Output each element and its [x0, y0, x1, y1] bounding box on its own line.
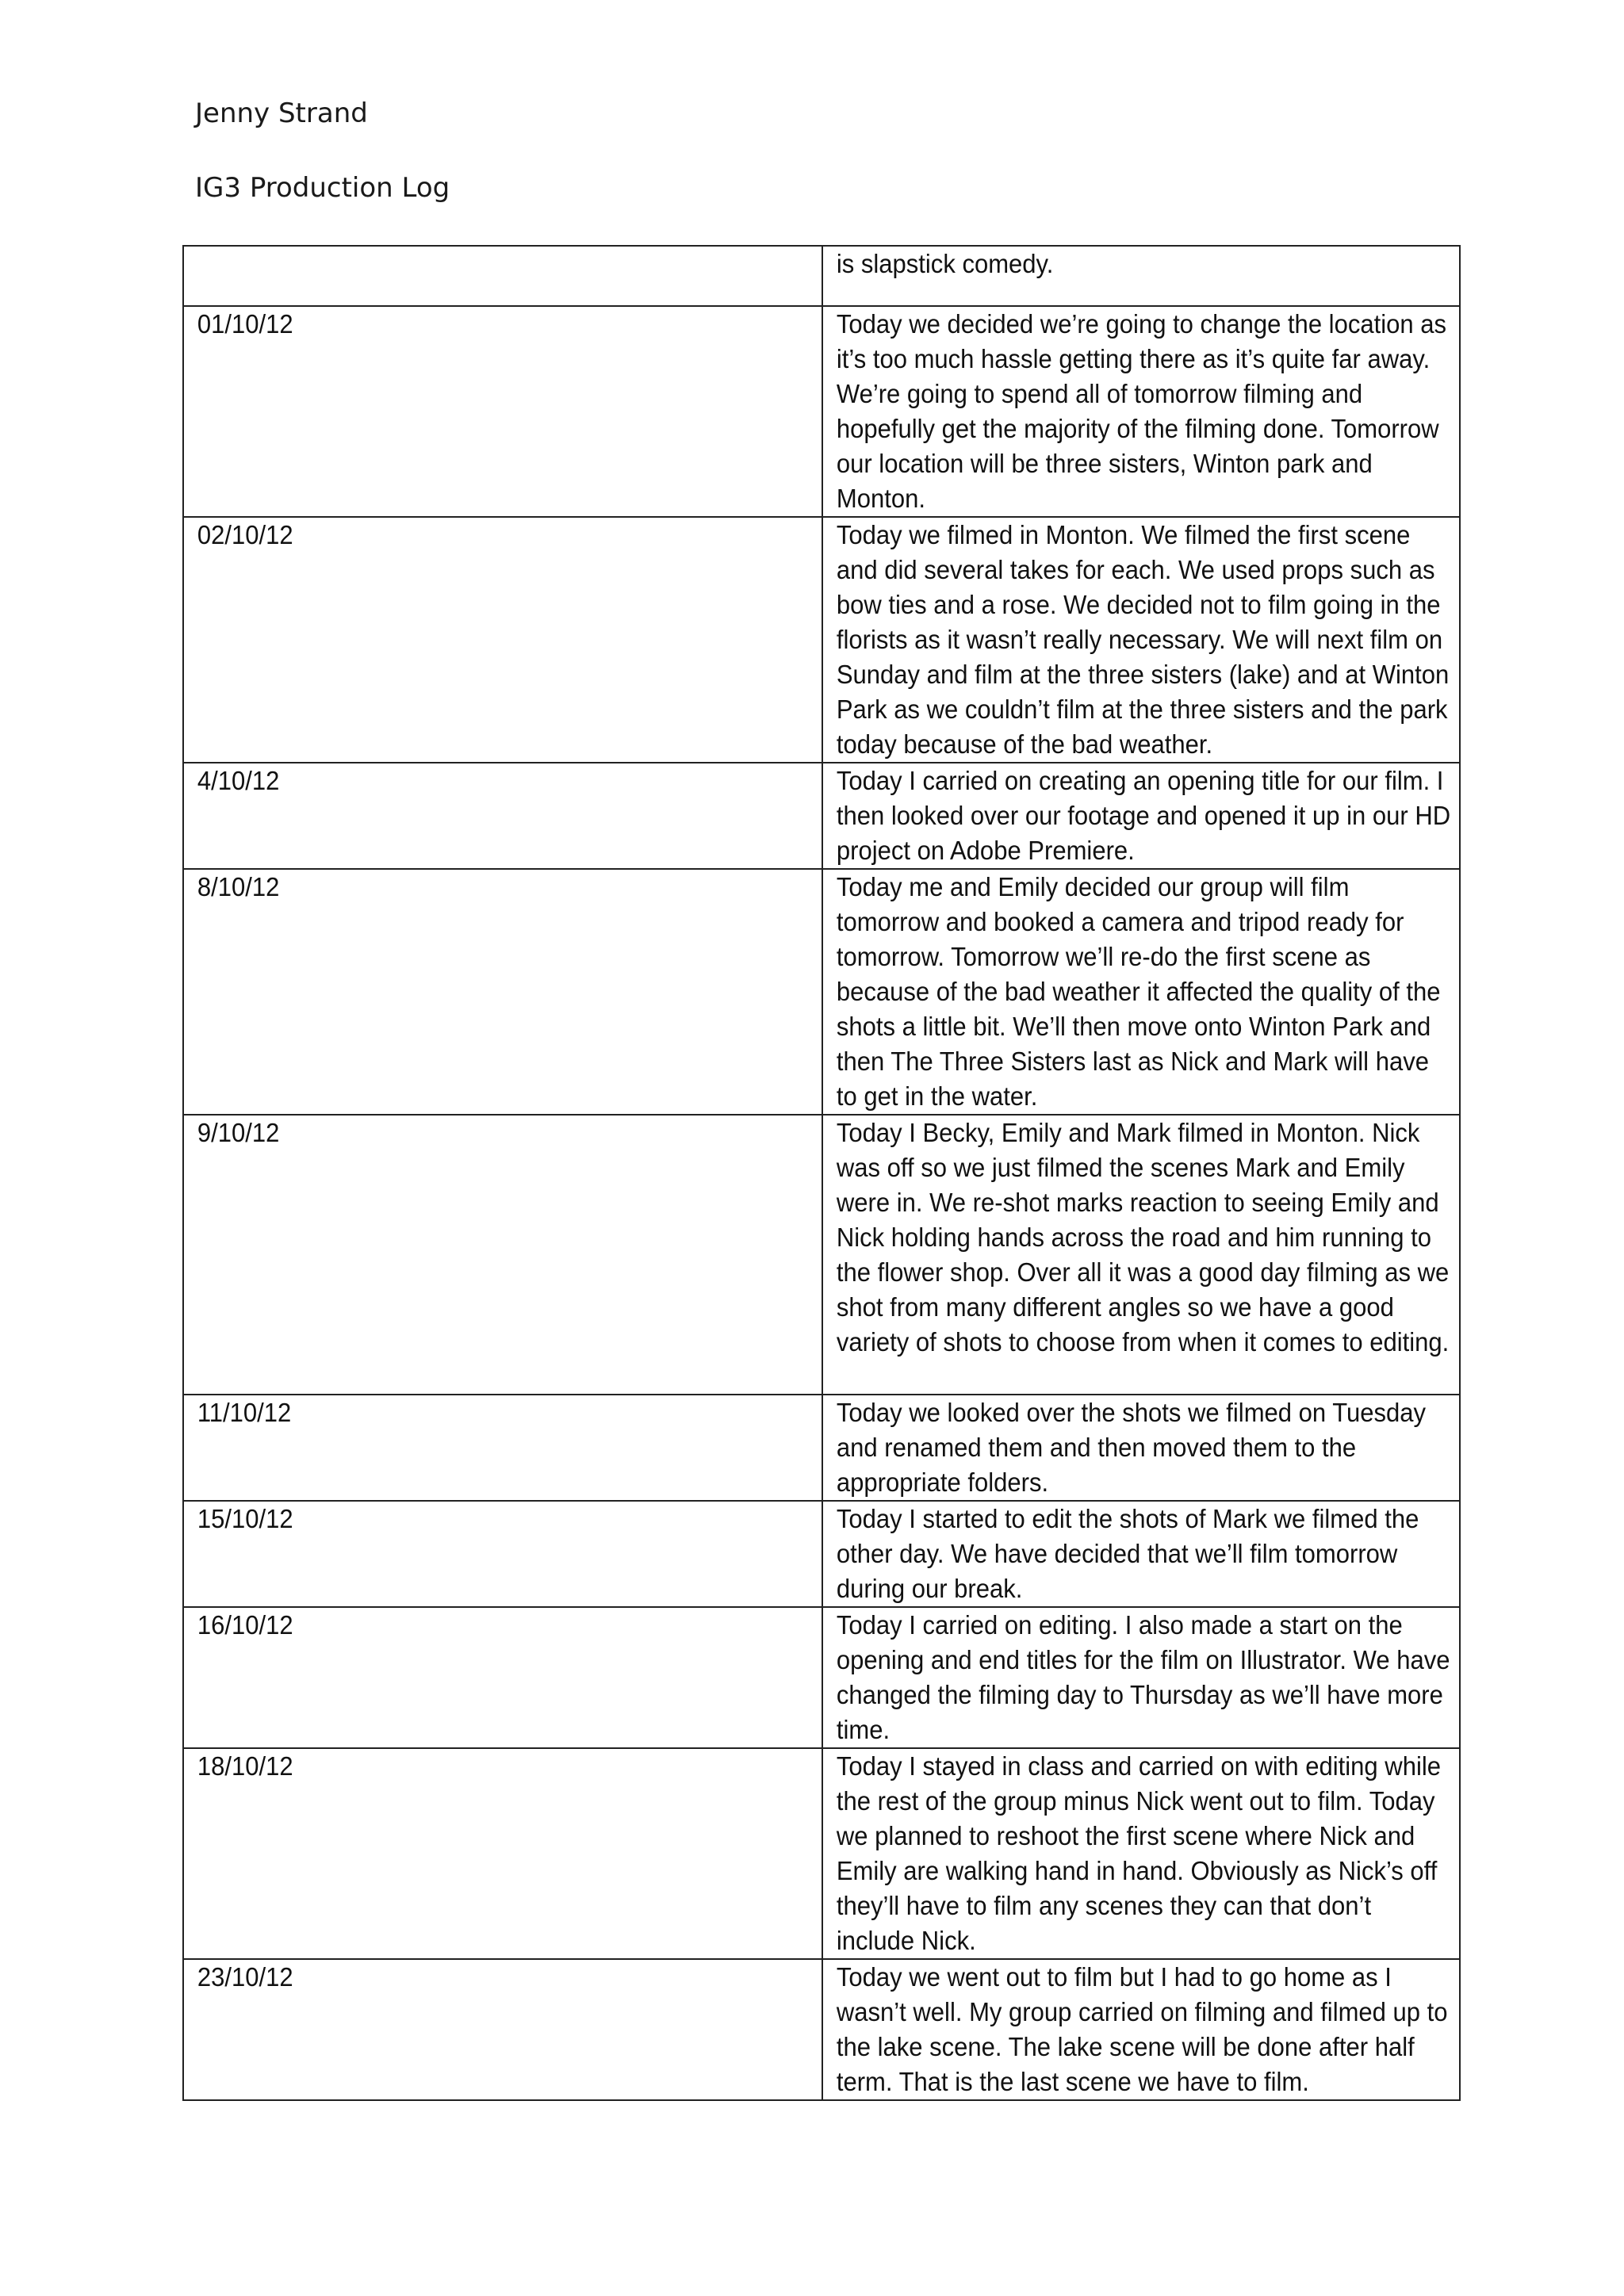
production-log-table — [182, 245, 1461, 2101]
entry-cell: Today I carried on editing. I also made a start on the opening and end titles for the film on Illustrator. We have changed the filming day to Thursday as we’ll have more time. — [822, 1607, 1422, 1748]
table-row — [183, 1748, 1460, 1959]
entry-cell: Today we went out to film but I had to go home as I wasn’t well. My group carried on filming and filmed up to the lake scene. The lake scene will be done after half term. That is the last scene we have to film. — [822, 1959, 1422, 2100]
table-row — [183, 246, 1460, 306]
entry-cell: Today we looked over the shots we filmed on Tuesday and renamed them and then moved them to the appropriate folders. — [822, 1395, 1422, 1501]
date-cell: 16/10/12 — [183, 1607, 784, 1748]
entry-cell: Today we filmed in Monton. We filmed the first scene and did several takes for each. We used props such as bow ties and a rose. We decided not to film going in the florists as it wasn’t really necessary. We will next film on Sunday and film at the three sisters (lake) and at Winton Park as we couldn’t film at the three sisters and the park today because of the bad weather. — [822, 517, 1422, 763]
table-row — [183, 1607, 1460, 1748]
date-cell: 9/10/12 — [183, 1115, 784, 1395]
document-title: IG3 Production Log — [195, 172, 450, 204]
date-cell: 11/10/12 — [183, 1395, 784, 1501]
table-row — [183, 763, 1460, 869]
table-row — [183, 306, 1460, 517]
entry-cell: Today we decided we’re going to change the location as it’s too much hassle getting there as it’s quite far away. We’re going to spend all of tomorrow filming and hopefully get the majority of the filming done. Tomorrow our location will be three sisters, Winton park and Monton. — [822, 306, 1422, 517]
date-cell: 4/10/12 — [183, 763, 784, 869]
table-row — [183, 869, 1460, 1115]
table-row — [183, 1115, 1460, 1395]
date-cell: 8/10/12 — [183, 869, 784, 1115]
entry-cell: Today I started to edit the shots of Mark we filmed the other day. We have decided that we’ll film tomorrow during our break. — [822, 1501, 1422, 1607]
table-row — [183, 517, 1460, 763]
date-cell: 01/10/12 — [183, 306, 784, 517]
entry-cell: Today I stayed in class and carried on with editing while the rest of the group minus Nick went out to film. Today we planned to reshoot the first scene where Nick and Emily are walking hand in hand. Obviously as Nick’s off they’ll have to film any scenes they can that don’t include Nick. — [822, 1748, 1422, 1959]
date-cell: 23/10/12 — [183, 1959, 784, 2100]
entry-cell: Today I carried on creating an opening title for our film. I then looked over our footage and opened it up in our HD project on Adobe Premiere. — [822, 763, 1422, 869]
entry-cell: is slapstick comedy. — [822, 246, 1422, 306]
author-name: Jenny Strand — [195, 98, 368, 129]
table-row — [183, 1959, 1460, 2100]
date-cell — [183, 246, 784, 306]
table-row — [183, 1501, 1460, 1607]
entry-cell: Today I Becky, Emily and Mark filmed in Monton. Nick was off so we just filmed the scenes Mark and Emily were in. We re-shot marks reaction to seeing Emily and Nick holding hands across the road and him running to the flower shop. Over all it was a good day filming as we shot from many different angles so we have a good variety of shots to choose from when it comes to editing. — [822, 1115, 1422, 1395]
table-row — [183, 1395, 1460, 1501]
entry-cell: Today me and Emily decided our group will film tomorrow and booked a camera and tripod ready for tomorrow. Tomorrow we’ll re-do the first scene as because of the bad weather it affected the quality of the shots a little bit. We’ll then move onto Winton Park and then The Three Sisters last as Nick and Mark will have to get in the water. — [822, 869, 1422, 1115]
date-cell: 02/10/12 — [183, 517, 784, 763]
date-cell: 15/10/12 — [183, 1501, 784, 1607]
date-cell: 18/10/12 — [183, 1748, 784, 1959]
